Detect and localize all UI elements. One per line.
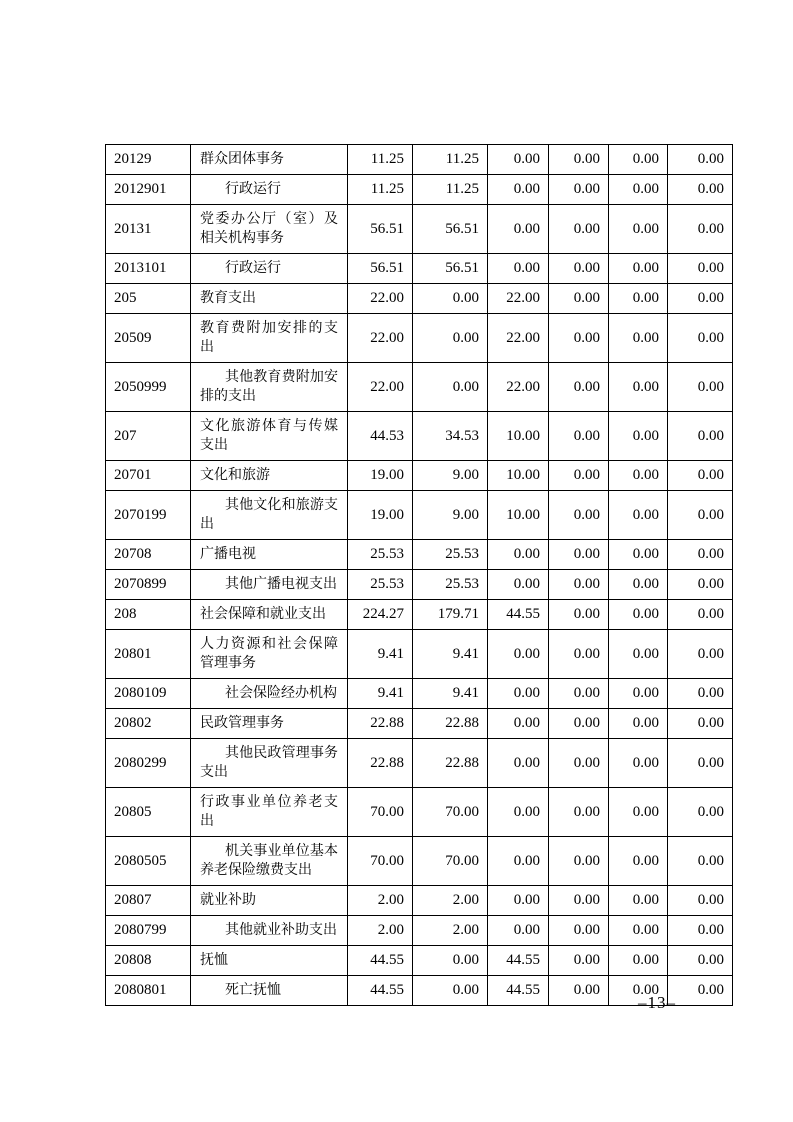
value-cell: 0.00: [549, 205, 609, 254]
budget-table: [105, 144, 733, 1006]
table-row: [106, 412, 733, 461]
value-cell: 70.00: [348, 837, 413, 886]
table-row: [106, 946, 733, 976]
code-cell: 20805: [106, 788, 191, 837]
code-cell: 205: [106, 284, 191, 314]
value-cell: 0.00: [488, 175, 549, 205]
code-cell: 2080505: [106, 837, 191, 886]
code-cell: 20131: [106, 205, 191, 254]
name-cell: 社会保障和就业支出: [191, 600, 348, 630]
name-cell: 就业补助: [191, 886, 348, 916]
value-cell: 0.00: [609, 630, 668, 679]
value-cell: 0.00: [609, 254, 668, 284]
value-cell: 0.00: [549, 491, 609, 540]
value-cell: 0.00: [609, 145, 668, 175]
value-cell: 44.53: [348, 412, 413, 461]
table-row: [106, 254, 733, 284]
name-cell: 其他就业补助支出: [191, 916, 348, 946]
value-cell: 0.00: [549, 630, 609, 679]
value-cell: 0.00: [668, 412, 733, 461]
value-cell: 0.00: [549, 314, 609, 363]
value-cell: 0.00: [488, 570, 549, 600]
value-cell: 0.00: [488, 788, 549, 837]
value-cell: 0.00: [668, 254, 733, 284]
value-cell: 0.00: [413, 363, 488, 412]
table-row: [106, 709, 733, 739]
name-cell: 抚恤: [191, 946, 348, 976]
value-cell: 0.00: [609, 916, 668, 946]
table-row: [106, 630, 733, 679]
code-cell: 2080299: [106, 739, 191, 788]
value-cell: 44.55: [488, 946, 549, 976]
value-cell: 22.00: [348, 284, 413, 314]
value-cell: 0.00: [609, 976, 668, 1006]
value-cell: 34.53: [413, 412, 488, 461]
name-cell: 群众团体事务: [191, 145, 348, 175]
value-cell: 0.00: [549, 916, 609, 946]
code-cell: 2080801: [106, 976, 191, 1006]
name-cell: 其他教育费附加安排的支出: [191, 363, 348, 412]
value-cell: 0.00: [668, 976, 733, 1006]
table-row: [106, 600, 733, 630]
value-cell: 0.00: [549, 461, 609, 491]
value-cell: 0.00: [488, 709, 549, 739]
value-cell: 0.00: [549, 976, 609, 1006]
code-cell: 20802: [106, 709, 191, 739]
value-cell: 19.00: [348, 461, 413, 491]
table-row: [106, 540, 733, 570]
value-cell: 0.00: [668, 145, 733, 175]
value-cell: 0.00: [609, 314, 668, 363]
table-row: [106, 491, 733, 540]
value-cell: 0.00: [668, 461, 733, 491]
value-cell: 44.55: [348, 976, 413, 1006]
value-cell: 0.00: [668, 837, 733, 886]
table-row: [106, 886, 733, 916]
name-cell: 民政管理事务: [191, 709, 348, 739]
value-cell: 44.55: [488, 976, 549, 1006]
value-cell: 179.71: [413, 600, 488, 630]
value-cell: 0.00: [609, 946, 668, 976]
value-cell: 2.00: [348, 916, 413, 946]
value-cell: 9.41: [413, 679, 488, 709]
name-cell: 行政运行: [191, 175, 348, 205]
name-cell: 文化旅游体育与传媒支出: [191, 412, 348, 461]
value-cell: 0.00: [549, 363, 609, 412]
code-cell: 207: [106, 412, 191, 461]
value-cell: 0.00: [488, 679, 549, 709]
value-cell: 22.00: [488, 363, 549, 412]
value-cell: 9.41: [413, 630, 488, 679]
value-cell: 70.00: [348, 788, 413, 837]
table-row: [106, 837, 733, 886]
value-cell: 0.00: [609, 175, 668, 205]
value-cell: 0.00: [488, 739, 549, 788]
value-cell: 0.00: [609, 412, 668, 461]
code-cell: 20801: [106, 630, 191, 679]
value-cell: 22.88: [348, 709, 413, 739]
value-cell: 0.00: [413, 284, 488, 314]
value-cell: 0.00: [668, 363, 733, 412]
name-cell: 文化和旅游: [191, 461, 348, 491]
value-cell: 0.00: [413, 946, 488, 976]
value-cell: 0.00: [549, 412, 609, 461]
value-cell: 70.00: [413, 788, 488, 837]
value-cell: 0.00: [549, 709, 609, 739]
value-cell: 70.00: [413, 837, 488, 886]
value-cell: 56.51: [413, 254, 488, 284]
value-cell: 25.53: [413, 570, 488, 600]
code-cell: 20701: [106, 461, 191, 491]
table-row: [106, 788, 733, 837]
value-cell: 25.53: [413, 540, 488, 570]
value-cell: 22.00: [488, 284, 549, 314]
value-cell: 0.00: [549, 886, 609, 916]
value-cell: 0.00: [549, 254, 609, 284]
code-cell: 2013101: [106, 254, 191, 284]
value-cell: 9.41: [348, 679, 413, 709]
value-cell: 0.00: [668, 679, 733, 709]
value-cell: 0.00: [668, 886, 733, 916]
name-cell: 行政运行: [191, 254, 348, 284]
value-cell: 0.00: [609, 284, 668, 314]
value-cell: 0.00: [609, 679, 668, 709]
value-cell: 10.00: [488, 461, 549, 491]
table-row: [106, 284, 733, 314]
value-cell: 0.00: [488, 205, 549, 254]
code-cell: 2070899: [106, 570, 191, 600]
name-cell: 人力资源和社会保障管理事务: [191, 630, 348, 679]
value-cell: 0.00: [609, 709, 668, 739]
page-number: –13–: [638, 993, 676, 1012]
code-cell: 20807: [106, 886, 191, 916]
name-cell: 党委办公厅（室）及相关机构事务: [191, 205, 348, 254]
value-cell: 0.00: [609, 363, 668, 412]
value-cell: 25.53: [348, 540, 413, 570]
value-cell: 0.00: [668, 570, 733, 600]
value-cell: 22.88: [413, 739, 488, 788]
table-row: [106, 679, 733, 709]
value-cell: 0.00: [668, 205, 733, 254]
table-row: [106, 175, 733, 205]
value-cell: 0.00: [549, 788, 609, 837]
value-cell: 11.25: [348, 145, 413, 175]
value-cell: 9.00: [413, 491, 488, 540]
value-cell: 0.00: [668, 540, 733, 570]
value-cell: 2.00: [413, 886, 488, 916]
value-cell: 0.00: [668, 709, 733, 739]
value-cell: 0.00: [609, 600, 668, 630]
value-cell: 0.00: [668, 946, 733, 976]
code-cell: 20129: [106, 145, 191, 175]
value-cell: 0.00: [609, 491, 668, 540]
value-cell: 0.00: [488, 540, 549, 570]
value-cell: 0.00: [488, 254, 549, 284]
value-cell: 0.00: [549, 739, 609, 788]
name-cell: 机关事业单位基本养老保险缴费支出: [191, 837, 348, 886]
code-cell: 208: [106, 600, 191, 630]
value-cell: 0.00: [549, 946, 609, 976]
code-cell: 2050999: [106, 363, 191, 412]
value-cell: 0.00: [609, 461, 668, 491]
code-cell: 2080799: [106, 916, 191, 946]
value-cell: 0.00: [549, 145, 609, 175]
value-cell: 0.00: [609, 739, 668, 788]
value-cell: 0.00: [609, 837, 668, 886]
name-cell: 教育费附加安排的支出: [191, 314, 348, 363]
name-cell: 其他文化和旅游支出: [191, 491, 348, 540]
table-row: [106, 145, 733, 175]
value-cell: 44.55: [348, 946, 413, 976]
value-cell: 0.00: [549, 175, 609, 205]
name-cell: 其他民政管理事务支出: [191, 739, 348, 788]
value-cell: 0.00: [609, 788, 668, 837]
value-cell: 22.00: [488, 314, 549, 363]
value-cell: 0.00: [668, 284, 733, 314]
table-row: [106, 570, 733, 600]
value-cell: 0.00: [413, 314, 488, 363]
value-cell: 0.00: [488, 886, 549, 916]
value-cell: 19.00: [348, 491, 413, 540]
value-cell: 9.00: [413, 461, 488, 491]
table-row: [106, 205, 733, 254]
value-cell: 0.00: [549, 837, 609, 886]
value-cell: 0.00: [549, 284, 609, 314]
value-cell: 9.41: [348, 630, 413, 679]
value-cell: 0.00: [549, 540, 609, 570]
value-cell: 0.00: [549, 570, 609, 600]
value-cell: 56.51: [348, 254, 413, 284]
name-cell: 死亡抚恤: [191, 976, 348, 1006]
value-cell: 0.00: [488, 837, 549, 886]
name-cell: 广播电视: [191, 540, 348, 570]
table-row: [106, 363, 733, 412]
value-cell: 22.88: [348, 739, 413, 788]
name-cell: 社会保险经办机构: [191, 679, 348, 709]
code-cell: 2070199: [106, 491, 191, 540]
code-cell: 2012901: [106, 175, 191, 205]
value-cell: 0.00: [549, 600, 609, 630]
value-cell: 11.25: [348, 175, 413, 205]
value-cell: 0.00: [668, 739, 733, 788]
table-row: [106, 314, 733, 363]
value-cell: 44.55: [488, 600, 549, 630]
table-row: [106, 461, 733, 491]
value-cell: 22.00: [348, 363, 413, 412]
value-cell: 22.88: [413, 709, 488, 739]
value-cell: 0.00: [668, 788, 733, 837]
value-cell: 0.00: [488, 630, 549, 679]
value-cell: 10.00: [488, 491, 549, 540]
value-cell: 0.00: [609, 205, 668, 254]
value-cell: 0.00: [668, 600, 733, 630]
value-cell: 2.00: [348, 886, 413, 916]
value-cell: 2.00: [413, 916, 488, 946]
value-cell: 0.00: [668, 314, 733, 363]
value-cell: 0.00: [549, 679, 609, 709]
budget-table-body: [106, 145, 733, 1006]
value-cell: 11.25: [413, 145, 488, 175]
name-cell: 其他广播电视支出: [191, 570, 348, 600]
table-row: [106, 739, 733, 788]
value-cell: 224.27: [348, 600, 413, 630]
value-cell: 25.53: [348, 570, 413, 600]
value-cell: 0.00: [668, 491, 733, 540]
value-cell: 22.00: [348, 314, 413, 363]
value-cell: 56.51: [348, 205, 413, 254]
name-cell: 教育支出: [191, 284, 348, 314]
value-cell: 0.00: [609, 540, 668, 570]
name-cell: 行政事业单位养老支出: [191, 788, 348, 837]
value-cell: 11.25: [413, 175, 488, 205]
code-cell: 20509: [106, 314, 191, 363]
value-cell: 10.00: [488, 412, 549, 461]
value-cell: 0.00: [488, 145, 549, 175]
code-cell: 20808: [106, 946, 191, 976]
value-cell: 0.00: [488, 916, 549, 946]
value-cell: 0.00: [609, 570, 668, 600]
table-row: [106, 916, 733, 946]
value-cell: 0.00: [668, 916, 733, 946]
value-cell: 56.51: [413, 205, 488, 254]
value-cell: 0.00: [413, 976, 488, 1006]
value-cell: 0.00: [668, 175, 733, 205]
code-cell: 20708: [106, 540, 191, 570]
value-cell: 0.00: [668, 630, 733, 679]
code-cell: 2080109: [106, 679, 191, 709]
value-cell: 0.00: [609, 886, 668, 916]
